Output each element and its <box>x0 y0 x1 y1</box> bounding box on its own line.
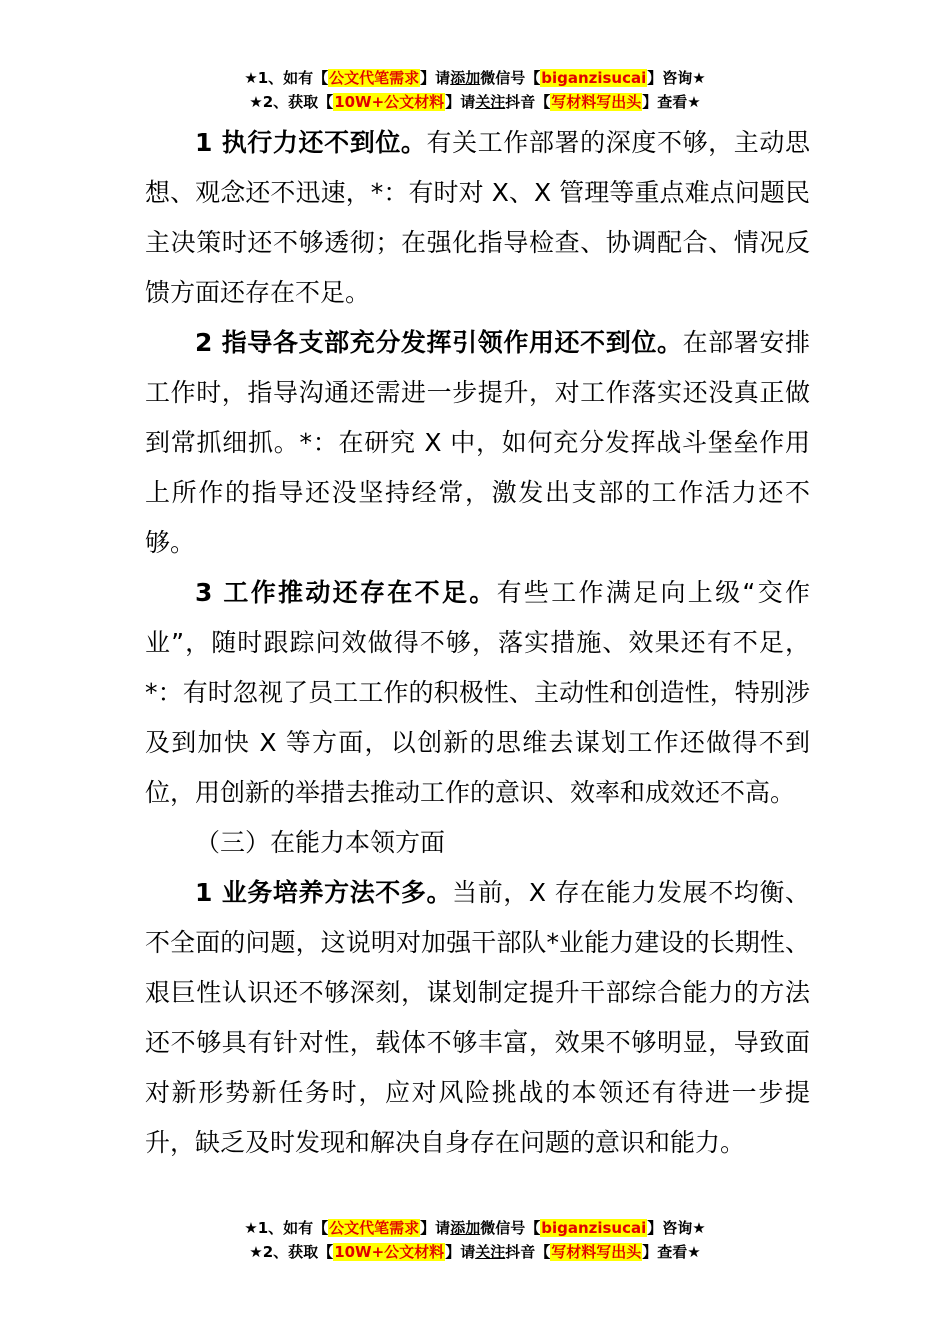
banner-highlight: 公文代笔需求 <box>329 69 420 87</box>
banner-text: 】查看★ <box>642 93 701 111</box>
banner-underline: 添加 <box>450 69 481 87</box>
banner-text: 微信号【 <box>480 1219 541 1237</box>
banner-highlight: 公文代笔需求 <box>329 1219 420 1237</box>
document-body <box>145 118 810 1168</box>
banner-text: 】请 <box>445 1243 476 1261</box>
paragraph-3 <box>145 568 810 818</box>
banner-line-1 <box>0 66 950 90</box>
paragraph-lead: 2 指导各支部充分发挥引领作用还不到位。 <box>195 328 683 357</box>
section-heading-text: （三）在能力本领方面 <box>195 828 446 857</box>
banner-highlight: 10W+公文材料 <box>334 93 445 111</box>
banner-highlight: 写材料写出头 <box>551 1243 642 1261</box>
paragraph-1 <box>145 118 810 318</box>
banner-text: 】咨询★ <box>647 69 706 87</box>
banner-text: 】查看★ <box>642 1243 701 1261</box>
banner-underline: 添加 <box>450 1219 481 1237</box>
paragraph-lead: 1 业务培养方法不多。 <box>195 878 453 907</box>
paragraph-text: 在部署安排工作时，指导沟通还需进一步提升，对工作落实还没真正做到常抓细抓。*：在研究 X 中，如何充分发挥战斗堡垒作用上所作的指导还没坚持经常，激发出支部的工作活力还不够。 <box>145 328 810 557</box>
banner-text: 】请 <box>420 1219 451 1237</box>
banner-underline: 关注 <box>475 93 506 111</box>
banner-text: 】请 <box>445 93 476 111</box>
banner-highlight: 写材料写出头 <box>551 93 642 111</box>
paragraph-lead: 3 工作推动还存在不足。 <box>195 578 497 607</box>
banner-text: 】咨询★ <box>647 1219 706 1237</box>
section-heading <box>145 818 810 868</box>
footer-banner <box>0 1216 950 1264</box>
banner-line-1 <box>0 1216 950 1240</box>
paragraph-4 <box>145 868 810 1168</box>
banner-highlight: 10W+公文材料 <box>334 1243 445 1261</box>
banner-line-2 <box>0 1240 950 1264</box>
banner-underline: 关注 <box>475 1243 506 1261</box>
banner-text: 抖音【 <box>505 93 551 111</box>
paragraph-text: 有些工作满足向上级“交作业”，随时跟踪问效做得不够，落实措施、效果还有不足，*：有时忽视了员工工作的积极性、主动性和创造性，特别涉及到加快 X 等方面，以创新的思维去谋划工作还做得不到位，用创新的举措去推动工作的意识、效率和成效还不高。 <box>145 578 810 807</box>
banner-text: 】请 <box>420 69 451 87</box>
banner-text: 微信号【 <box>480 69 541 87</box>
banner-text: ★1、如有【 <box>244 69 329 87</box>
banner-line-2 <box>0 90 950 114</box>
paragraph-text: 当前，X 存在能力发展不均衡、不全面的问题，这说明对加强干部队*业能力建设的长期性、艰巨性认识还不够深刻，谋划制定提升干部综合能力的方法还不够具有针对性，载体不够丰富，效果不够明显，导致面对新形势新任务时，应对风险挑战的本领还有待进一步提升，缺乏及时发现和解决自身存在问题的意识和能力。 <box>145 878 810 1157</box>
banner-text: ★2、获取【 <box>249 93 334 111</box>
banner-highlight: biganzisucai <box>541 1219 647 1237</box>
paragraph-text: 有关工作部署的深度不够，主动思想、观念还不迅速，*：有时对 X、X 管理等重点难点问题民主决策时还不够透彻；在强化指导检查、协调配合、情况反馈方面还存在不足。 <box>145 128 810 307</box>
banner-text: ★2、获取【 <box>249 1243 334 1261</box>
paragraph-lead: 1 执行力还不到位。 <box>195 128 427 157</box>
banner-text: 抖音【 <box>505 1243 551 1261</box>
header-banner <box>0 66 950 114</box>
banner-text: ★1、如有【 <box>244 1219 329 1237</box>
banner-highlight: biganzisucai <box>541 69 647 87</box>
paragraph-2 <box>145 318 810 568</box>
